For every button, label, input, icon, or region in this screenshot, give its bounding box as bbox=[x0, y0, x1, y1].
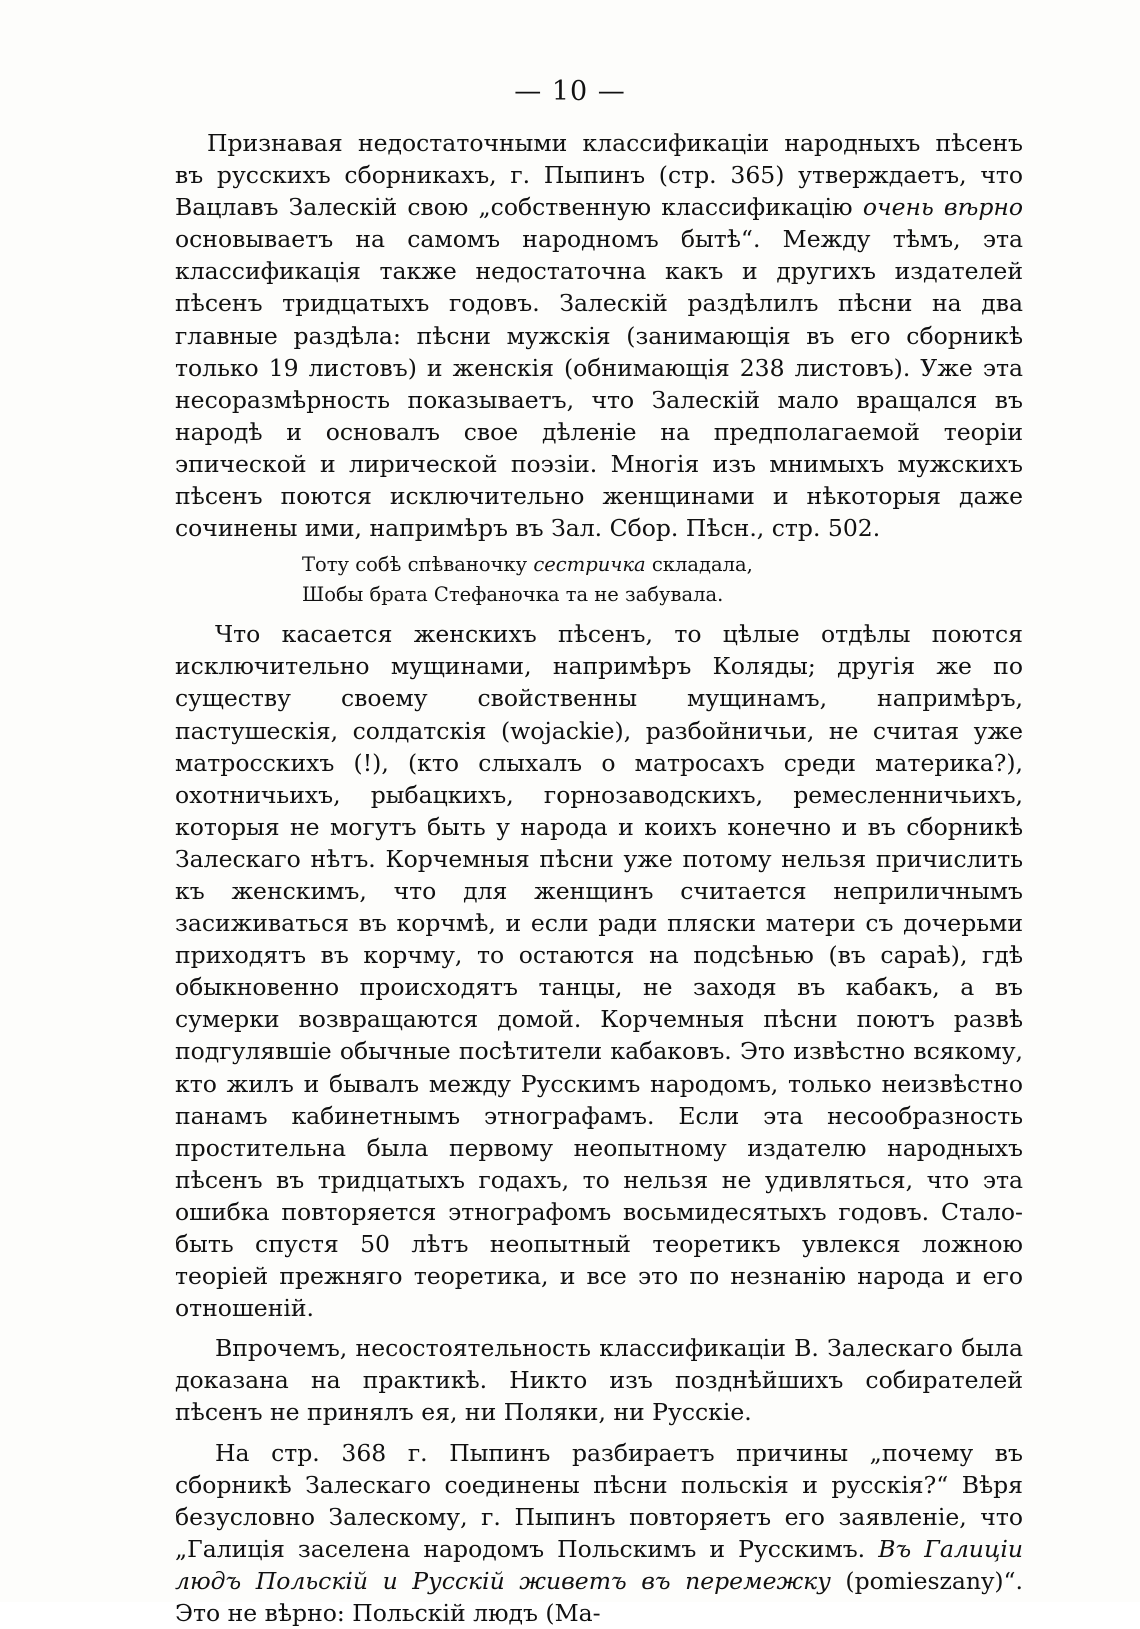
verse-quotation bbox=[302, 550, 1023, 610]
italic-emphasis: очень вѣрно bbox=[862, 193, 1023, 222]
page-number: — 10 — bbox=[514, 76, 626, 107]
italic-emphasis: сестричка bbox=[533, 553, 646, 577]
paragraph-classification-critique: Признавая недостаточными классификаціи народныхъ пѣсенъ въ русскихъ сборникахъ, г. Пыпинъ (стр. 365) утверждаетъ, что Вацлавъ Залескій свою „собственную классификацію очень вѣрно основываетъ на самомъ народномъ бытѣ“. Между тѣмъ, эта классификація также недостаточна какъ и другихъ издателей пѣсенъ тридцатыхъ годовъ. Залескій раздѣлилъ пѣсни на два главные раздѣла: пѣсни мужскія (занимающія въ его сборникѣ только 19 листовъ) и женскія (обнимающія 238 листовъ). Уже эта несоразмѣрность показываетъ, что Залескій мало вращался въ народѣ и основалъ свое дѣленіе на предполагаемой теоріи эпической и лирической поэзіи. Многія изъ мнимыхъ мужскихъ пѣсенъ поются исключительно женщинами и нѣкоторыя даже сочинены ими, напримѣръ въ Зал. Сбор. Пѣсн., стр. 502. bbox=[175, 129, 1023, 543]
paragraph-practice-refutation: Впрочемъ, несостоятельность классификаціи В. Залескаго была доказана на практикѣ. Никто изъ позднѣйшихъ собирателей пѣсенъ не принялъ ея, ни Поляки, ни Русскіе. bbox=[175, 1334, 1023, 1427]
italic-emphasis: Въ Галиціи людъ Польскій и Русскій живетъ въ перемежку bbox=[175, 1534, 1023, 1595]
verse-line-2: Шобы брата Стефаночка та не забувала. bbox=[302, 583, 724, 607]
paragraph-womens-songs: Что касается женскихъ пѣсенъ, то цѣлые отдѣлы поются исключительно мущинами, напримѣръ Коляды; другія же по существу своему свойственны мущинамъ, напримѣръ, пастушескія, солдатскія (wojackie), разбойничьи, не считая уже матросскихъ (!), (кто слыхалъ о матросахъ среди материка?), охотничьихъ, рыбацкихъ, горнозаводскихъ, ремесленничьихъ, которыя не могутъ быть у народа и коихъ конечно и въ сборникѣ Залескаго нѣтъ. Корчемныя пѣсни уже потому нельзя причислить къ женскимъ, что для женщинъ считается неприличнымъ засиживаться въ корчмѣ, и если ради пляски матери съ дочерьми приходятъ въ корчму, то остаются на подсѣнью (въ сараѣ), гдѣ обыкновенно происходятъ танцы, не заходя въ кабакъ, а въ сумерки возвращаются домой. Корчемныя пѣсни поютъ развѣ подгулявшіе обычные посѣтители кабаковъ. Это извѣстно всякому, кто жилъ и бывалъ между Русскимъ народомъ, только неизвѣстно панамъ кабинетнымъ этнографамъ. Если эта несообразность простительна была первому неопытному издателю народныхъ пѣсенъ въ тридцатыхъ годахъ, то нельзя не удивляться, что эта ошибка повторяется этнографомъ восьмидесятыхъ годовъ. Стало-быть спустя 50 лѣтъ неопытный теоретикъ увлекся ложною теоріей прежняго теоретика, и все это по незнанію народа и его отношеній. bbox=[175, 620, 1023, 1323]
body-text bbox=[175, 127, 1023, 1629]
paragraph-galicia-claim: На стр. 368 г. Пыпинъ разбираетъ причины „почему въ сборникѣ Залескаго соединены пѣсни польскія и русскія?“ Вѣря безусловно Залескому, г. Пыпинъ повторяетъ его заявленіе, что „Галиція заселена народомъ Польскимъ и Русскимъ. Въ Галиціи людъ Польскій и Русскій живетъ въ перемежку (pomieszany)“. Это не вѣрно: Польскій людъ (Ма- bbox=[175, 1438, 1023, 1628]
verse-line-1: Тоту собѣ спѣваночку сестричка складала, bbox=[302, 553, 753, 577]
